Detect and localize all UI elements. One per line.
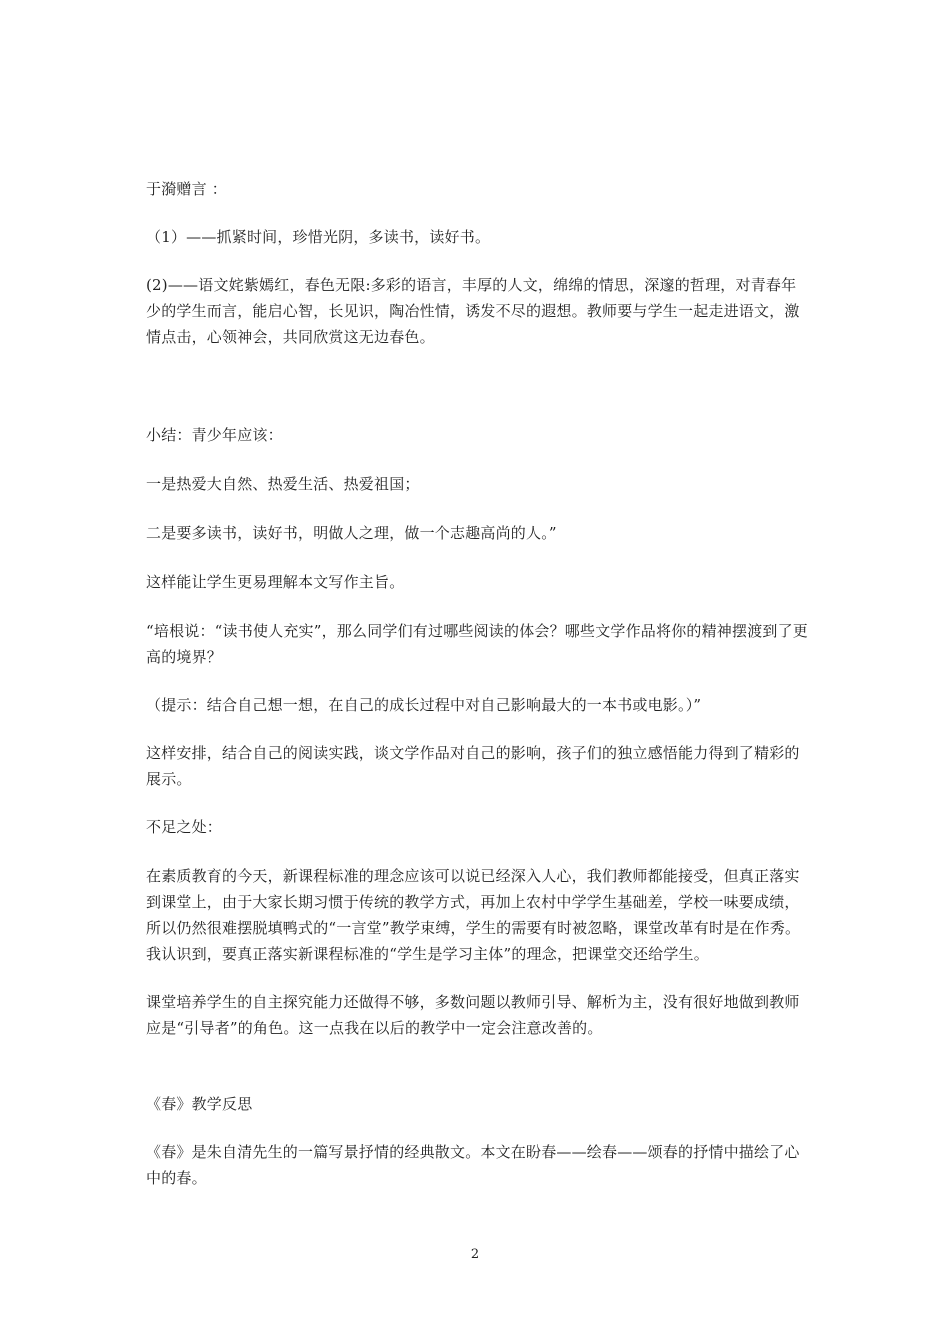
paragraph-shortcoming-1: 在素质教育的今天，新课程标准的理念应该可以说已经深入人心，我们教师都能接受，但真正落实到课堂上，由于大家长期习惯于传统的教学方式，再加上农村中学学生基础差，学校一味要成绩，所以仍然很难摆脱填鸭式的“一言堂”教学束缚，学生的需要有时被忽略，课堂改革有时是在作秀。我认识到，要真正落实新课程标准的“学生是学习主体”的理念，把课堂交还给学生。	[146, 867, 801, 963]
paragraph-quote-1: （1）——抓紧时间，珍惜光阴，多读书，读好书。	[146, 228, 491, 246]
paragraph-hint: （提示：结合自己想一想，在自己的成长过程中对自己影响最大的一本书或电影。）”	[146, 696, 702, 714]
paragraph-summary-comment: 这样能让学生更易理解本文写作主旨。	[146, 573, 405, 591]
paragraph-summary-heading: 小结：青少年应该：	[146, 426, 283, 444]
paragraph-shortcomings-heading: 不足之处：	[146, 818, 223, 836]
paragraph-summary-point-2: 二是要多读书，读好书，明做人之理，做一个志趣高尚的人。”	[146, 524, 557, 542]
paragraph-bacon-question: “培根说：“读书使人充实”，那么同学们有过哪些阅读的体会？哪些文学作品将你的精神摆渡到了更高的境界？	[146, 622, 809, 666]
paragraph-quote-2: (2)——语文姹紫嫣红，春色无限:多彩的语言，丰厚的人文，绵绵的情思，深邃的哲理，对青春年少的学生而言，能启心智，长见识，陶冶性情，诱发不尽的遐想。教师要与学生一起走进语文，激情点击，心领神会，共同欣赏这无边春色。	[146, 276, 800, 346]
document-body	[146, 176, 808, 1191]
paragraph-spring-intro: 《春》是朱自清先生的一篇写景抒情的经典散文。本文在盼春——绘春——颂春的抒情中描绘了心中的春。	[146, 1143, 800, 1187]
paragraph-shortcoming-2: 课堂培养学生的自主探究能力还做得不够，多数问题以教师引导、解析为主，没有很好地做到教师应是“引导者”的角色。这一点我在以后的教学中一定会注意改善的。	[146, 993, 800, 1037]
paragraph-summary-point-1: 一是热爱大自然、热爱生活、热爱祖国；	[146, 475, 420, 493]
paragraph-spring-reflection-title: 《春》教学反思	[146, 1095, 253, 1113]
paragraph-yu-yi-quote-heading: 于漪赠言 ：	[146, 180, 227, 198]
page-number: 2	[470, 1247, 480, 1262]
paragraph-arrangement-comment: 这样安排，结合自己的阅读实践，谈文学作品对自己的影响，孩子们的独立感悟能力得到了精彩的展示。	[146, 744, 800, 788]
